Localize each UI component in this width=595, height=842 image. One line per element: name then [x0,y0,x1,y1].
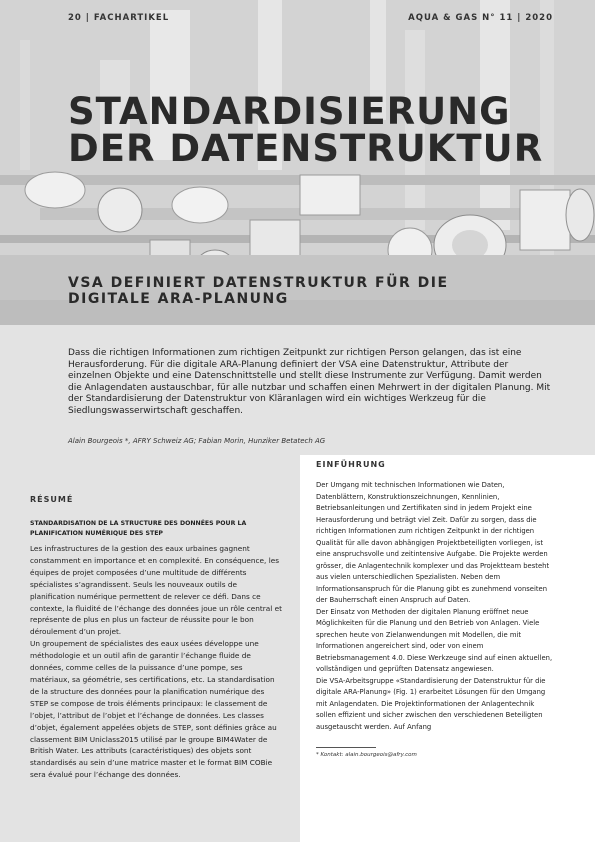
section-heading-einfuehrung: EINFÜHRUNG [316,460,386,469]
running-header-right: AQUA & GAS N° 11 | 2020 [408,13,553,23]
footnote-contact: * Kontakt: alain.bourgeois@afry.com [316,752,417,758]
einfuehrung-body [316,480,554,733]
body-paragraph: Der Einsatz von Methoden der digitalen Planung eröffnet neue Möglichkeiten für die Planung und den Betrieb von Anlagen. Viele sprechen heute von Zielanwendungen mit Modellen, die mit Informationen angereichert sind, oder von einem Betriebsmanagement 4.0. Diese Werkzeuge sind auf einen aktuellen, vollständigen und geprüften Datensatz angewiesen. [316,607,553,673]
resume-heading: RÉSUMÉ [30,495,74,504]
author-line: Alain Bourgeois *, AFRY Schweiz AG; Fabian Morin, Hunziker Betatech AG [68,437,326,445]
body-paragraph: Der Umgang mit technischen Informationen wie Daten, Datenblättern, Konstruktionszeichnungen, Kennlinien, Betriebsanleitungen und Zertifikaten sind in jedem Projekt eine Herausforderung und beträgt viel Zeit. Dafür zu sorgen, dass die richtigen Informationen zum richtigen Zeitpunkt in der richtigen Qualität für alle davon abhängigen Projektbeteiligten vorliegen, ist eine anspruchsvolle und zeitintensive Aufgabe. Die Projekte werden grösser, die Anlagentechnik komplexer und das Projektteam besteht aus vielen unterschiedlichen Spezialisten. Neben dem Informationsanspruch für die Planung gibt es zunehmend vonseiten der Bauherrschaft einen Anspruch auf Daten. [316,481,550,604]
footnote-rule [316,747,376,748]
article-title: STANDARDISIERUNG DER DATENSTRUKTUR [68,90,544,170]
lead-paragraph: Dass die richtigen Informationen zum richtigen Zeitpunkt zur richtigen Person gelangen, das ist eine Herausforderung. Für die digitale ARA-Planung definiert der VSA eine Datenstruktur, Attribute der einzelnen Objekte und eine Datenschnittstelle und stellt diese Instrumente zur Verfügung. Damit werden die Anlagendaten austauschbar, für alle nutzbar und schaffen einen Mehrwert in der digitalen Planung. Mit der Standardisierung der Datenstruktur von Kläranlagen wird ein wichtiges Werkzeug für die Siedlungswasserwirtschaft geschaffen. [68,348,551,416]
body-paragraph: Die VSA-Arbeitsgruppe «Standardisierung der Datenstruktur für die digitale ARA-Planung» (Fig. 1) erarbeitet Lösungen für den Umgang mit Anlagendaten. Die Projektinformationen der Anlagentechnik sollen effizient und sicher zwischen den verschiedenen Beteiligten ausgetauscht werden. Auf Anfang [316,676,546,731]
resume-paragraph: Les infrastructures de la gestion des eaux urbaines gagnent constamment en importance et en complexité. En conséquence, les équipes de projet composées d’une multitude de différents spécialistes s’agrandissent. Seuls les nouveaux outils de planification numérique permettent de relever ce défi. Dans ce contexte, la fluidité de l’échange des données joue un rôle central et représente de plus en plus un facteur de réussite pour le bon déroulement d’un projet. [30,544,282,637]
article-subtitle: VSA DEFINIERT DATENSTRUKTUR FÜR DIE DIGITALE ARA-PLANUNG [68,275,449,307]
resume-body [30,543,282,781]
resume-title: STANDARDISATION DE LA STRUCTURE DES DONNÉES POUR LA PLANIFICATION NUMÉRIQUE DES STEP [30,520,247,537]
running-header-left: 20 | FACHARTIKEL [68,13,170,23]
resume-paragraph: Un groupement de spécialistes des eaux usées développe une méthodologie et un outil afin de garantir l’échange fluide de données, comme celles de la puissance d’une pompe, ses matériaux, sa géométrie, ses certifications, etc. La standardisation de la structure des données pour la planification numérique des STEP se compose de trois éléments principaux: le classement de l’objet, l’attribut de l’objet et l’échange de données. Les classes d’objet, également appelées objets de STEP, sont définies grâce au classement BIM Uniclass2015 utilisé par le groupe BIM4Water de British Water. Les attributs (caractéristiques) des objets sont standardisés au sein d’une matrice master et le format BIM COBie sera évalué pour l’échange des données. [30,639,277,780]
